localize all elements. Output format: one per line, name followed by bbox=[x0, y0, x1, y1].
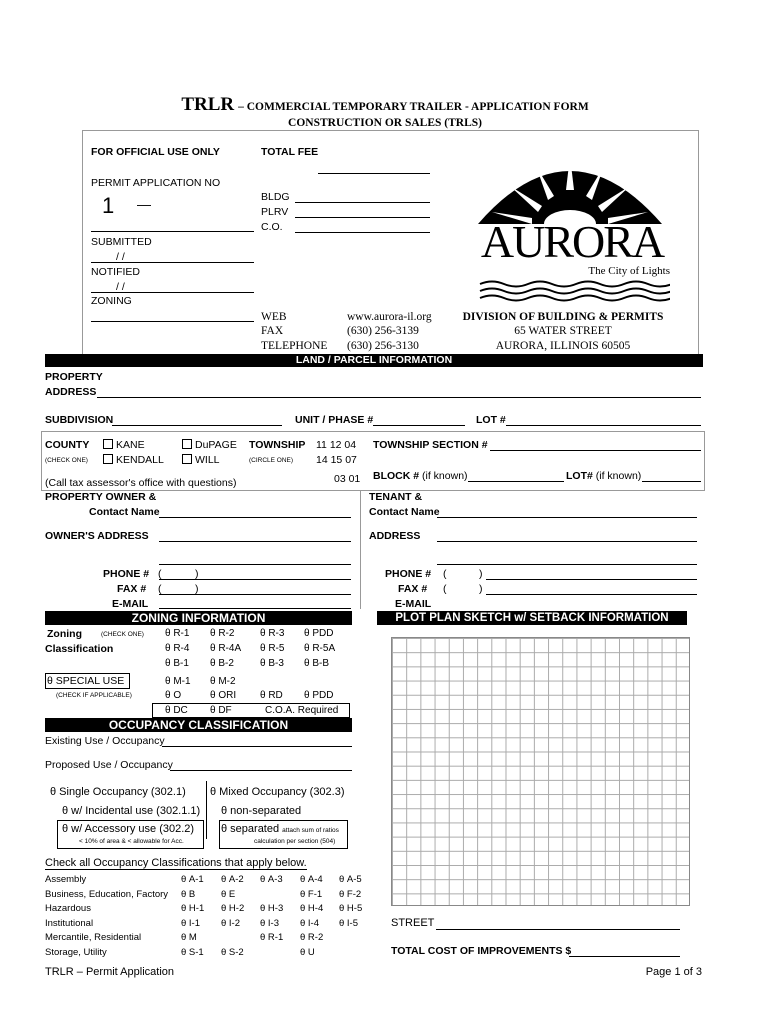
plot-plan-bar: PLOT PLAN SKETCH w/ SETBACK INFORMATION bbox=[377, 611, 687, 625]
zoning-option[interactable]: θ RD bbox=[260, 690, 283, 701]
notified-label: NOTIFIED bbox=[91, 266, 140, 278]
occupancy-class-option[interactable]: θ U bbox=[300, 946, 315, 958]
occupancy-class-option[interactable]: θ A-2 bbox=[221, 874, 244, 885]
owner-fax-field[interactable] bbox=[159, 594, 351, 595]
zoning-option[interactable]: θ PDD bbox=[304, 690, 334, 701]
owner-address-line2[interactable] bbox=[159, 564, 351, 565]
township-options-row2[interactable]: 14 15 07 bbox=[316, 454, 357, 466]
occupancy-class-option[interactable]: θ H-1 bbox=[181, 903, 205, 914]
owner-address-line1[interactable] bbox=[159, 541, 351, 542]
owner-phone-field[interactable] bbox=[159, 579, 351, 580]
division-street: 65 WATER STREET bbox=[514, 325, 612, 337]
tenant-contact-name-label: Contact Name bbox=[369, 506, 440, 518]
lot-label: LOT # bbox=[476, 414, 506, 426]
occupancy-class-option[interactable]: θ I-3 bbox=[260, 917, 280, 929]
township-label: TOWNSHIP bbox=[249, 439, 306, 451]
tenant-phone-field[interactable] bbox=[486, 579, 697, 580]
special-use-label[interactable]: θ SPECIAL USE bbox=[47, 675, 125, 687]
total-fee-field[interactable] bbox=[318, 173, 430, 174]
kane-checkbox[interactable]: KANE bbox=[103, 439, 145, 451]
occupancy-class-option[interactable]: θ B bbox=[181, 888, 196, 900]
occupancy-class-option[interactable]: θ A-4 bbox=[300, 874, 323, 885]
footer-form-name: TRLR – Permit Application bbox=[45, 966, 174, 978]
permit-number: 1 bbox=[102, 193, 115, 218]
co-field[interactable] bbox=[295, 232, 430, 233]
form-title bbox=[0, 94, 770, 116]
tenant-fax-paren-close: ) bbox=[479, 583, 483, 595]
form-title-text: – COMMERCIAL TEMPORARY TRAILER - APPLICATION FORM bbox=[238, 101, 589, 113]
proposed-use-field[interactable] bbox=[170, 770, 352, 771]
zoning-option[interactable]: θ O bbox=[165, 690, 182, 701]
accessory-use-option[interactable]: θ w/ Accessory use (302.2) bbox=[62, 823, 195, 835]
division-city: AURORA, ILLINOIS 60505 bbox=[495, 340, 631, 352]
web-label: WEB bbox=[261, 311, 287, 323]
waves-icon bbox=[470, 278, 670, 304]
occupancy-divider bbox=[206, 781, 207, 839]
occupancy-class-option[interactable]: θ M bbox=[181, 932, 197, 943]
occupancy-class-option[interactable]: θ I-5 bbox=[339, 917, 359, 929]
zoning-option[interactable]: θ R-5 bbox=[260, 643, 285, 654]
county-label: COUNTY bbox=[45, 439, 90, 451]
tenant-address-line2[interactable] bbox=[437, 564, 697, 565]
logo-tagline: The City of Lights bbox=[588, 265, 670, 277]
lot-field[interactable] bbox=[506, 425, 701, 426]
zoning-official-label: ZONING bbox=[91, 295, 132, 307]
zoning-option[interactable]: θ R-1 bbox=[165, 628, 190, 639]
owners-address-label: OWNER'S ADDRESS bbox=[45, 530, 149, 542]
fax-label: FAX bbox=[261, 325, 284, 337]
county-check-one: (CHECK ONE) bbox=[45, 457, 88, 464]
address-label: ADDRESS bbox=[45, 386, 97, 398]
plot-plan-sketch-grid[interactable] bbox=[391, 637, 690, 906]
fax-value: (630) 256-3139 bbox=[347, 325, 419, 337]
tenant-email-label: E-MAIL bbox=[395, 598, 432, 610]
occupancy-class-name: Hazardous bbox=[45, 903, 91, 914]
submitted-date-field[interactable] bbox=[91, 262, 254, 263]
occupancy-class-option[interactable]: θ H-3 bbox=[260, 903, 284, 914]
plot-street-label: STREET bbox=[391, 917, 435, 929]
lot-known-field[interactable] bbox=[642, 481, 701, 482]
zoning-option[interactable]: θ R-5A bbox=[304, 643, 336, 654]
tenant-address-label: ADDRESS bbox=[369, 530, 421, 542]
zoning-option[interactable]: θ R-4A bbox=[210, 643, 242, 654]
property-address-field[interactable] bbox=[97, 397, 701, 398]
zoning-info-bar: ZONING INFORMATION bbox=[45, 611, 352, 625]
township-options-row1[interactable]: 11 12 04 bbox=[316, 439, 357, 451]
zoning-option[interactable]: θ R-3 bbox=[260, 628, 285, 639]
occupancy-class-name: Storage, Utility bbox=[45, 946, 107, 958]
web-value: www.aurora-il.org bbox=[347, 311, 432, 323]
tenant-phone-paren-open: ( bbox=[443, 568, 447, 580]
occupancy-class-option[interactable]: θ F-2 bbox=[339, 888, 362, 900]
zoning-option[interactable]: θ DF bbox=[210, 705, 232, 716]
coa-required-label: C.O.A. Required bbox=[265, 705, 339, 716]
zoning-option[interactable]: θ M-2 bbox=[210, 676, 236, 687]
property-owner-label: PROPERTY OWNER & bbox=[45, 491, 157, 503]
check-all-label: Check all Occupancy Classifications that apply below. bbox=[45, 857, 307, 869]
bldg-label: BLDG bbox=[261, 191, 290, 203]
occupancy-class-option[interactable]: θ R-1 bbox=[260, 932, 284, 943]
unit-phase-label: UNIT / PHASE # bbox=[295, 414, 374, 426]
attach-sum-note: attach sum of ratios bbox=[282, 827, 339, 834]
co-label: C.O. bbox=[261, 221, 283, 233]
tenant-fax-paren-open: ( bbox=[443, 583, 447, 595]
occupancy-class-name: Assembly bbox=[45, 874, 87, 885]
logo-wordmark: AURORA bbox=[480, 216, 664, 267]
call-tax-note: (Call tax assessor's office with questions) bbox=[45, 477, 237, 489]
township-circle-one: (CIRCLE ONE) bbox=[249, 457, 294, 464]
separated-option[interactable]: θ separated attach sum of ratios bbox=[221, 823, 339, 835]
zoning-option[interactable]: θ R-2 bbox=[210, 628, 235, 639]
plrv-label: PLRV bbox=[261, 206, 289, 218]
township-options-row3[interactable]: 03 01 bbox=[334, 473, 361, 485]
lot-known-label: LOT# (if known) bbox=[566, 470, 642, 482]
zoning-option[interactable]: θ ORI bbox=[210, 690, 237, 701]
zoning-label: Zoning bbox=[47, 628, 82, 640]
telephone-label: TELEPHONE bbox=[261, 340, 328, 352]
occupancy-class-option[interactable]: θ A-5 bbox=[339, 874, 362, 885]
occupancy-class-option[interactable]: θ A-3 bbox=[260, 874, 283, 885]
occupancy-class-option[interactable]: θ I-2 bbox=[221, 917, 241, 929]
zoning-option[interactable]: θ B-2 bbox=[210, 658, 234, 669]
special-use-check-if: (CHECK IF APPLICABLE) bbox=[56, 692, 132, 699]
unit-phase-field[interactable] bbox=[373, 425, 465, 426]
owner-fax-label: FAX # bbox=[117, 583, 147, 595]
existing-use-label: Existing Use / Occupancy bbox=[45, 735, 165, 747]
owner-phone-paren-close: ) bbox=[195, 568, 199, 580]
tenant-address-line1[interactable] bbox=[437, 541, 697, 542]
occupancy-class-option[interactable]: θ S-1 bbox=[181, 946, 204, 958]
division-name: DIVISION OF BUILDING & PERMITS bbox=[462, 311, 664, 323]
bldg-field[interactable] bbox=[295, 202, 430, 203]
occupancy-class-option[interactable]: θ F-1 bbox=[300, 888, 323, 900]
for-official-use-label: FOR OFFICIAL USE ONLY bbox=[91, 146, 220, 158]
accessory-note: < 10% of area & < allowable for Acc. bbox=[79, 838, 184, 845]
township-section-label: TOWNSHIP SECTION # bbox=[373, 439, 488, 451]
block-field[interactable] bbox=[468, 481, 564, 482]
occupancy-class-option[interactable]: θ H-5 bbox=[339, 903, 363, 914]
calc-section-note: calculation per section (504) bbox=[254, 838, 336, 845]
owner-contact-name-field[interactable] bbox=[159, 517, 351, 518]
owner-fax-paren-open: ( bbox=[158, 583, 162, 595]
single-occupancy-option[interactable]: θ Single Occupancy (302.1) bbox=[50, 786, 186, 798]
zoning-option[interactable]: θ B-1 bbox=[165, 658, 189, 669]
total-cost-field[interactable] bbox=[569, 956, 680, 957]
township-section-field[interactable] bbox=[490, 450, 701, 451]
zoning-option[interactable]: θ B-B bbox=[304, 658, 330, 669]
zoning-classification-label: Classification bbox=[45, 643, 114, 655]
zoning-option[interactable]: θ R-4 bbox=[165, 643, 190, 654]
zoning-option[interactable]: θ B-3 bbox=[260, 658, 284, 669]
zoning-option[interactable]: θ PDD bbox=[304, 628, 334, 639]
zoning-official-field[interactable] bbox=[91, 321, 254, 322]
owner-phone-paren-open: ( bbox=[158, 568, 162, 580]
mixed-occupancy-option[interactable]: θ Mixed Occupancy (302.3) bbox=[210, 786, 345, 798]
submitted-date-sep: / / bbox=[116, 251, 125, 263]
tenant-label: TENANT & bbox=[369, 491, 423, 503]
total-fee-label: TOTAL FEE bbox=[261, 146, 319, 158]
occupancy-class-option[interactable]: θ H-4 bbox=[300, 903, 324, 914]
non-separated-option[interactable]: θ non-separated bbox=[221, 805, 302, 817]
plrv-field[interactable] bbox=[295, 217, 430, 218]
footer-page-number: Page 1 of 3 bbox=[645, 966, 702, 978]
subdivision-label: SUBDIVISION bbox=[45, 414, 114, 426]
notified-date-field[interactable] bbox=[91, 292, 254, 293]
block-label: BLOCK # (if known) bbox=[373, 470, 468, 482]
owner-email-field[interactable] bbox=[159, 608, 351, 609]
tenant-fax-label: FAX # bbox=[398, 583, 428, 595]
aurora-logo bbox=[470, 138, 670, 304]
plot-street-field[interactable] bbox=[436, 929, 680, 930]
permit-dash: — bbox=[137, 196, 151, 212]
owner-fax-paren-close: ) bbox=[195, 583, 199, 595]
notified-date-sep: / / bbox=[116, 281, 125, 293]
occupancy-class-name: Institutional bbox=[45, 917, 94, 929]
tenant-fax-field[interactable] bbox=[486, 594, 697, 595]
occupancy-class-option[interactable]: θ R-2 bbox=[300, 932, 324, 943]
incidental-use-option[interactable]: θ w/ Incidental use (302.1.1) bbox=[62, 805, 201, 817]
tenant-contact-name-field[interactable] bbox=[437, 517, 697, 518]
occupancy-class-option[interactable]: θ I-1 bbox=[181, 917, 201, 929]
submitted-label: SUBMITTED bbox=[91, 236, 152, 248]
owner-tenant-divider bbox=[360, 490, 361, 609]
owner-phone-label: PHONE # bbox=[103, 568, 150, 580]
land-parcel-bar: LAND / PARCEL INFORMATION bbox=[45, 354, 703, 367]
occupancy-class-option[interactable]: θ H-2 bbox=[221, 903, 245, 914]
telephone-value: (630) 256-3130 bbox=[347, 340, 419, 352]
occupancy-bar: OCCUPANCY CLASSIFICATION bbox=[45, 718, 352, 732]
existing-use-field[interactable] bbox=[162, 746, 352, 747]
permit-app-no-label: PERMIT APPLICATION NO bbox=[91, 177, 221, 189]
tenant-phone-label: PHONE # bbox=[385, 568, 432, 580]
zoning-check-one: (CHECK ONE) bbox=[101, 631, 144, 638]
occupancy-class-option[interactable]: θ E bbox=[221, 888, 236, 900]
owner-email-label: E-MAIL bbox=[112, 598, 149, 610]
will-checkbox[interactable]: WILL bbox=[182, 454, 220, 466]
occupancy-class-option[interactable]: θ A-1 bbox=[181, 874, 204, 885]
form-subtitle: CONSTRUCTION OR SALES (TRLS) bbox=[288, 117, 482, 129]
owner-contact-name-label: Contact Name bbox=[89, 506, 160, 518]
property-label: PROPERTY bbox=[45, 371, 103, 383]
dupage-checkbox[interactable]: DuPAGE bbox=[182, 439, 237, 451]
total-cost-label: TOTAL COST OF IMPROVEMENTS $ bbox=[391, 945, 572, 957]
occupancy-class-name: Mercantile, Residential bbox=[45, 932, 142, 943]
occupancy-class-option[interactable]: θ I-4 bbox=[300, 917, 320, 929]
tenant-phone-paren-close: ) bbox=[479, 568, 483, 580]
zoning-option[interactable]: θ M-1 bbox=[165, 676, 191, 687]
zoning-option[interactable]: θ DC bbox=[165, 705, 188, 716]
occupancy-class-name: Business, Education, Factory bbox=[45, 888, 169, 900]
proposed-use-label: Proposed Use / Occupancy bbox=[45, 759, 173, 771]
subdivision-field[interactable] bbox=[112, 425, 282, 426]
permit-number-field[interactable] bbox=[91, 231, 254, 232]
form-code: TRLR bbox=[181, 94, 235, 115]
kendall-checkbox[interactable]: KENDALL bbox=[103, 454, 164, 466]
occupancy-class-option[interactable]: θ S-2 bbox=[221, 946, 244, 958]
